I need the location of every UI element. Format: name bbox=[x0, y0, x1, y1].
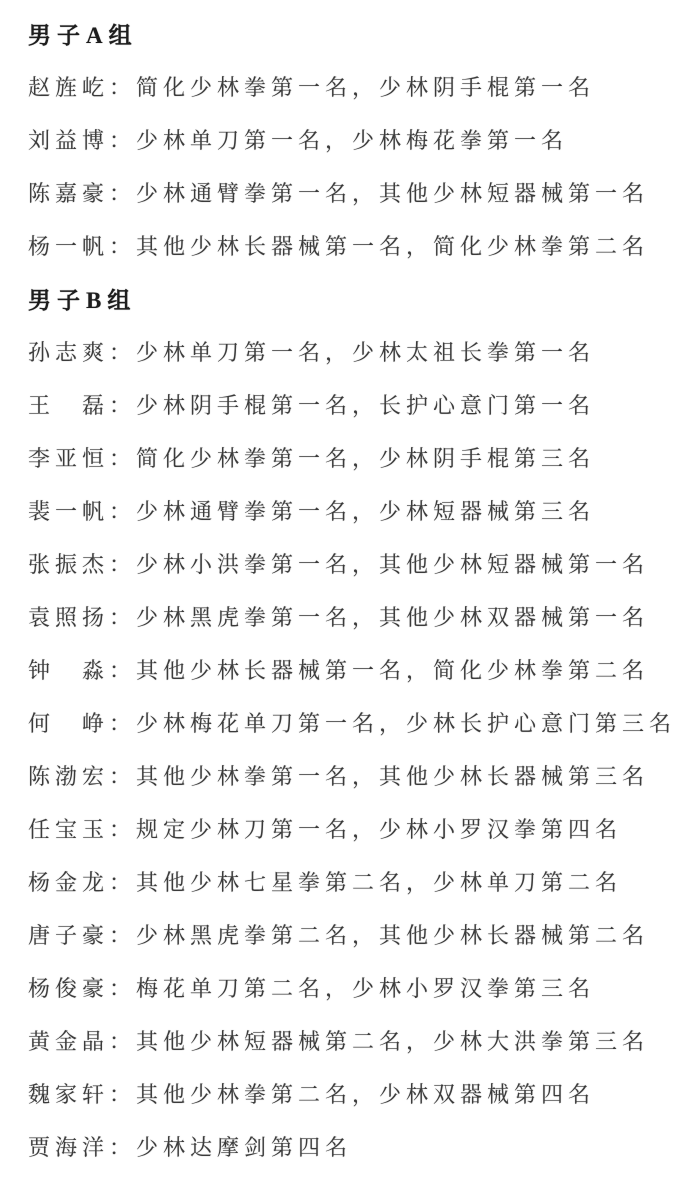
result-line bbox=[28, 961, 694, 1014]
athlete-name: 陈嘉豪 bbox=[28, 181, 110, 206]
athlete-results: 其他少林拳第一名，其他少林长器械第三名 bbox=[136, 764, 650, 789]
result-line bbox=[28, 113, 694, 166]
athlete-name: 袁照扬 bbox=[28, 605, 110, 630]
result-line bbox=[28, 378, 694, 431]
group-a-heading: 男子A组 bbox=[28, 23, 138, 48]
result-line bbox=[28, 537, 694, 590]
athlete-results: 少林达摩剑第四名 bbox=[136, 1135, 353, 1160]
athlete-results: 其他少林拳第二名，少林双器械第四名 bbox=[136, 1082, 596, 1107]
athlete-results: 少林梅花单刀第一名，少林长护心意门第三名 bbox=[136, 711, 677, 736]
athlete-name: 杨金龙 bbox=[28, 870, 110, 895]
colon-separator: ： bbox=[109, 658, 137, 683]
colon-separator: ： bbox=[109, 1029, 137, 1054]
colon-separator: ： bbox=[109, 711, 137, 736]
athlete-name: 赵旌屹 bbox=[28, 75, 110, 100]
result-line bbox=[28, 484, 694, 537]
result-line bbox=[28, 1120, 694, 1173]
athlete-results: 少林小洪拳第一名，其他少林短器械第一名 bbox=[136, 552, 650, 577]
athlete-name: 杨一帆 bbox=[28, 234, 110, 259]
athlete-results: 规定少林刀第一名，少林小罗汉拳第四名 bbox=[136, 817, 623, 842]
athlete-results: 简化少林拳第一名，少林阴手棍第三名 bbox=[136, 446, 596, 471]
result-line bbox=[28, 802, 694, 855]
result-line bbox=[28, 749, 694, 802]
athlete-results: 少林通臂拳第一名，其他少林短器械第一名 bbox=[136, 181, 650, 206]
colon-separator: ： bbox=[109, 1135, 137, 1160]
athlete-results: 其他少林七星拳第二名，少林单刀第二名 bbox=[136, 870, 623, 895]
colon-separator: ： bbox=[109, 1082, 137, 1107]
result-line bbox=[28, 855, 694, 908]
result-line bbox=[28, 696, 694, 749]
result-line bbox=[28, 590, 694, 643]
colon-separator: ： bbox=[109, 340, 137, 365]
athlete-name: 何 峥 bbox=[28, 711, 110, 736]
athlete-results: 少林通臂拳第一名，少林短器械第三名 bbox=[136, 499, 596, 524]
athlete-name: 唐子豪 bbox=[28, 923, 110, 948]
athlete-name: 王 磊 bbox=[28, 393, 110, 418]
athlete-name: 孙志爽 bbox=[28, 340, 110, 365]
athlete-name: 任宝玉 bbox=[28, 817, 110, 842]
colon-separator: ： bbox=[109, 75, 137, 100]
athlete-results: 少林单刀第一名，少林梅花拳第一名 bbox=[136, 128, 569, 153]
athlete-name: 裴一帆 bbox=[28, 499, 110, 524]
athlete-results: 简化少林拳第一名，少林阴手棍第一名 bbox=[136, 75, 596, 100]
colon-separator: ： bbox=[109, 181, 137, 206]
athlete-results: 少林黑虎拳第二名，其他少林长器械第二名 bbox=[136, 923, 650, 948]
athlete-name: 张振杰 bbox=[28, 552, 110, 577]
athlete-name: 李亚恒 bbox=[28, 446, 110, 471]
result-line bbox=[28, 219, 694, 272]
result-line bbox=[28, 908, 694, 961]
athlete-results: 少林黑虎拳第一名，其他少林双器械第一名 bbox=[136, 605, 650, 630]
result-line bbox=[28, 166, 694, 219]
result-line bbox=[28, 1014, 694, 1067]
athlete-results: 其他少林长器械第一名，简化少林拳第二名 bbox=[136, 234, 650, 259]
colon-separator: ： bbox=[109, 128, 137, 153]
athlete-results: 其他少林长器械第一名，简化少林拳第二名 bbox=[136, 658, 650, 683]
colon-separator: ： bbox=[109, 552, 137, 577]
athlete-name: 刘益博 bbox=[28, 128, 110, 153]
colon-separator: ： bbox=[109, 446, 137, 471]
result-line bbox=[28, 60, 694, 113]
colon-separator: ： bbox=[109, 499, 137, 524]
athlete-results: 其他少林短器械第二名，少林大洪拳第三名 bbox=[136, 1029, 650, 1054]
colon-separator: ： bbox=[109, 870, 137, 895]
athlete-results: 少林单刀第一名，少林太祖长拳第一名 bbox=[136, 340, 596, 365]
athlete-name: 魏家轩 bbox=[28, 1082, 110, 1107]
athlete-name: 陈渤宏 bbox=[28, 764, 110, 789]
athlete-name: 杨俊豪 bbox=[28, 976, 110, 1001]
result-line bbox=[28, 325, 694, 378]
athlete-name: 黄金晶 bbox=[28, 1029, 110, 1054]
colon-separator: ： bbox=[109, 605, 137, 630]
colon-separator: ： bbox=[109, 764, 137, 789]
athlete-name: 钟 淼 bbox=[28, 658, 110, 683]
athlete-results: 梅花单刀第二名，少林小罗汉拳第三名 bbox=[136, 976, 596, 1001]
result-line bbox=[28, 1067, 694, 1120]
colon-separator: ： bbox=[109, 234, 137, 259]
colon-separator: ： bbox=[109, 923, 137, 948]
athlete-results: 少林阴手棍第一名，长护心意门第一名 bbox=[136, 393, 596, 418]
athlete-name: 贾海洋 bbox=[28, 1135, 110, 1160]
result-line bbox=[28, 431, 694, 484]
result-line bbox=[28, 643, 694, 696]
colon-separator: ： bbox=[109, 976, 137, 1001]
colon-separator: ： bbox=[109, 393, 137, 418]
group-b-heading: 男子B组 bbox=[28, 288, 137, 313]
colon-separator: ： bbox=[109, 817, 137, 842]
